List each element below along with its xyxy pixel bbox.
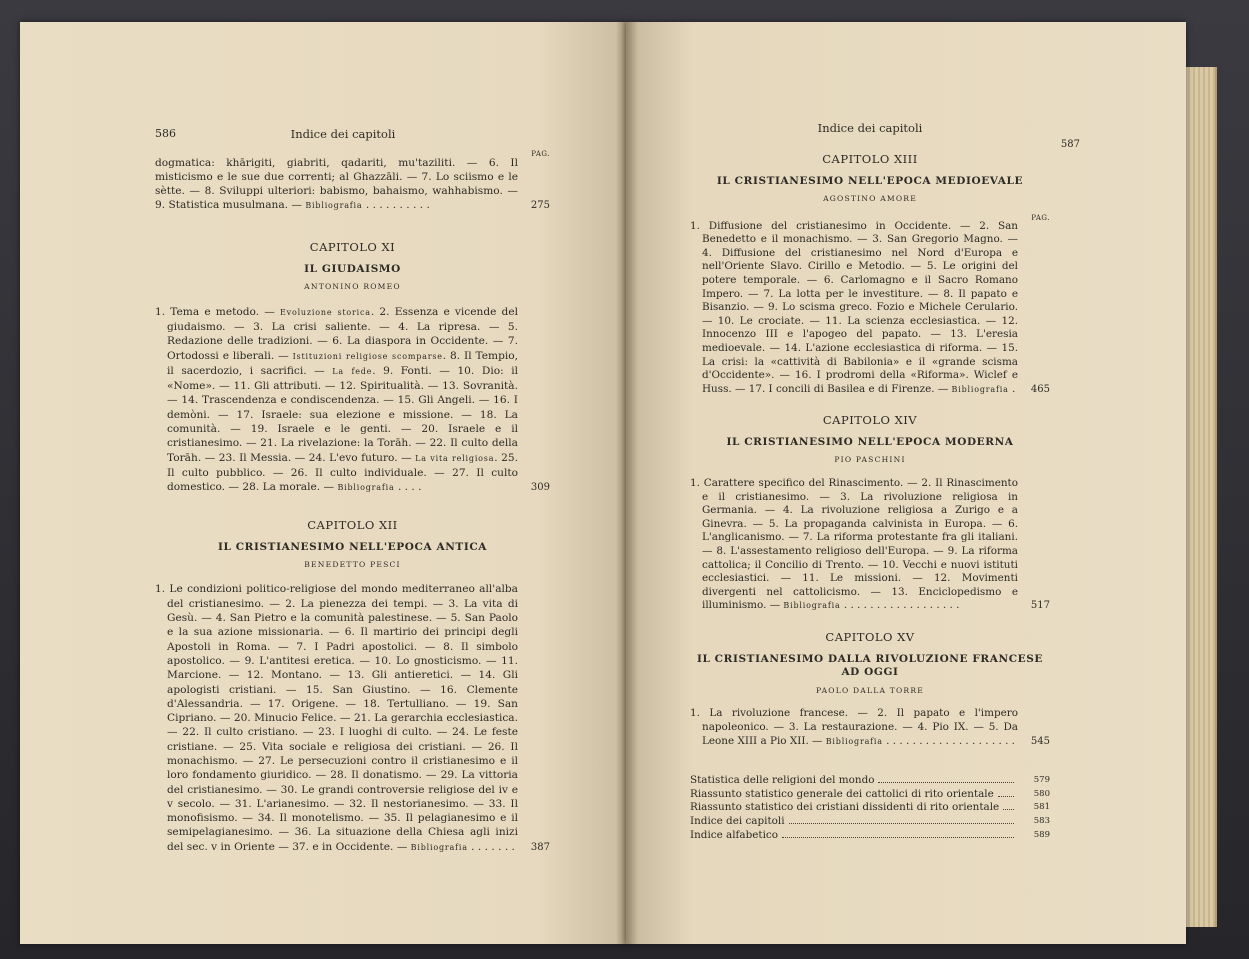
chapter-title: IL CRISTIANESIMO NELL'EPOCA MODERNA — [726, 435, 1014, 448]
chapter-contents: 1. Carattere specifico del Rinascimento. — 2. Il Rinascimento e il cristianesimo. — 3. La rivoluzione religiosa in Germania. — 4. La rivoluzione religiosa a Zurigo e a Ginevra. — 5. La propaganda calvinista in Europa. — 6. L'anglicanismo. — 7. La riforma protestante fra gli italiani. — 8. L'assestamento religioso dell'Europa. — 9. La riforma cattolica; il Concilio di Trento. — 10. Vecchi e nuovi istituti ecclesiastici. — 11. Le missioni. — 12. Movimenti divergenti nel cattolicismo. — 13. Enciclopedismo e illuminismo. — Bibliografia . . . . . . . . . . . . . . . . . . 517 — [690, 477, 1050, 612]
chapter-author: AGOSTINO AMORE — [823, 194, 917, 204]
left-running-head — [155, 127, 550, 141]
right-page-number: 587 — [1060, 138, 1080, 150]
chapter-page-ref: 517 — [1030, 600, 1050, 612]
chapter-author: BENEDETTO PESCI — [304, 560, 401, 570]
intro-page-ref: 275 — [530, 200, 550, 212]
chapter-author: PIO PASCHINI — [834, 455, 906, 465]
chapter-author: PAOLO DALLA TORRE — [815, 685, 925, 695]
right-pag-label: PAG. — [1031, 213, 1050, 222]
chapter-label: CAPITOLO XIV — [822, 413, 918, 428]
chapter-xii — [155, 518, 550, 856]
chapter-title: IL CRISTIANESIMO DALLA RIVOLUZIONE FRANCESE AD OGGI — [696, 652, 1044, 679]
right-page-content — [690, 121, 1080, 842]
list-item: Riassunto statistico dei cristiani dissidenti di rito orientale 581 — [690, 801, 1050, 814]
chapter-contents: 1. Tema e metodo. — Evoluzione storica. 2. Essenza e vicende del giudaismo. — 3. La crisi saliente. — 4. La ripresa. — 5. Redazione delle tradizioni. — 6. La diaspora in Occidente. — 7. Ortodossi e liberali. — Istituzioni religiose scomparse. 8. Il Tempio, il sacerdozio, i sacrifici. — La fede. 9. Fonti. — 10. Dio: il «Nome». — 11. Gli attributi. — 12. Spiritualità. — 13. Sovranità. — 14. Trascendenza e condiscendenza. — 15. Gli Angeli. — 16. I demòni. — 17. Israele: sua elezione e missione. — 18. La comunità. — 19. Israele e le genti. — 20. Israele e il cristianesimo. — 21. La rivelazione: la Torāh. — 22. Il culto della Torāh. — 23. Il Messia. — 24. L'evo futuro. — La vita religiosa. 25. Il culto pubblico. — 26. Il culto individuale. — 27. Il culto domestico. — 28. La morale. — Bibliografia . . . . 309 — [155, 305, 550, 496]
left-pag-label: PAG. — [531, 150, 550, 159]
chapter-contents: 1. La rivoluzione francese. — 2. Il papato e l'impero napoleonico. — 3. La restaurazione. — 4. Pio IX. — 5. Da Leone XIII a Pio XII. — Bibliografia . . . . . . . . . . . . . . . . . . . . 545 — [690, 707, 1050, 747]
chapter-contents: 1. Diffusione del cristianesimo in Occidente. — 2. San Benedetto e il monachismo. — 3. San Gregorio Magno. — 4. Diffusione del cristianesimo nel Nord d'Europa e nell'Oriente Slavo. Cirillo e Metodio. — 5. Le origini del potere temporale. — 6. Carlomagno e il Sacro Romano Impero. — 7. La lotta per le investiture. — 8. Il papato e Bisanzio. — 9. Lo scisma greco. Fozio e Michele Cerulario. — 10. Le crociate. — 11. La scienza ecclesiastica. — 12. Innocenzo III e l'apogeo del papato. — 13. L'eresia medioevale. — 14. L'azione ecclesiastica di riforma. — 15. La crisi: la «cattività di Babilonia» e il «grande scisma d'Occidente». — 16. I prodromi della «Riforma». Wiclef e Huss. — 17. I concili di Basilea e di Firenze. — Bibliografia . 465 — [690, 219, 1050, 395]
chapter-title: IL CRISTIANESIMO NELL'EPOCA MEDIOEVALE — [716, 174, 1024, 187]
chapter-page-ref: 465 — [1030, 383, 1050, 395]
chapter-xv — [690, 631, 1050, 748]
chapter-label: CAPITOLO XI — [309, 239, 396, 254]
list-item: Statistica delle religioni del mondo 579 — [690, 774, 1050, 787]
left-page-content — [155, 127, 550, 855]
right-running-title: Indice dei capitoli — [817, 121, 923, 135]
intro-entry: dogmatica: khārigiti, giabriti, qadariti, mu'taziliti. — 6. Il misticismo e le sue due correnti; al Ghazzāli. — 7. Lo sciismo e le sètte. — 8. Sviluppi ulteriori: babismo, bahaismo, wahhabismo. — 9. Statistica musulmana. — Bibliografia . . . . . . . . . . 275 — [155, 156, 550, 214]
open-book — [20, 22, 1215, 944]
chapter-title: IL GIUDAISMO — [304, 263, 401, 276]
chapter-label: CAPITOLO XII — [307, 517, 398, 532]
chapter-label: CAPITOLO XIII — [822, 152, 918, 167]
chapter-author: ANTONINO ROMEO — [304, 282, 401, 292]
list-item: Riassunto statistico generale dei cattolici di rito orientale 580 — [690, 787, 1050, 800]
chapter-page-ref: 545 — [1030, 735, 1050, 747]
chapter-contents: 1. Le condizioni politico-religiose del mondo mediterraneo all'alba del cristianesimo. — 2. La pienezza dei tempi. — 3. La vita di Gesù. — 4. San Pietro e la comunità palestinese. — 5. San Paolo e la sua azione missionaria. — 6. Il martirio dei principi degli Apostoli in Roma. — 7. I Padri apostolici. — 8. Il simbolo apostolico. — 9. L'antitesi eretica. — 10. Lo gnosticismo. — 11. Marcione. — 12. Montano. — 13. Gli antieretici. — 14. Gli apologisti cristiani. — 15. San Giustino. — 16. Clemente d'Alessandria. — 17. Origene. — 18. Tertulliano. — 19. San Cipriano. — 20. Minucio Felice. — 21. La gerarchia ecclesiastica. — 22. Il culto cristiano. — 23. I luoghi di culto. — 24. Le feste cristiane. — 25. Vita sociale e religiosa dei cristiani. — 26. Il monachismo. — 27. Le persecuzioni contro il cristianesimo e il loro fondamento giuridico. — 28. Il donatismo. — 29. La vittoria del cristianesimo. — 30. Le grandi controversie religiose del iv e v secolo. — 31. L'arianesimo. — 32. Il nestorianesimo. — 33. Il monofisismo. — 34. Il monotelismo. — 35. Il pelagianesimo e il semipelagianesimo. — 36. La situazione della Chiesa agli inizi del sec. v in Oriente — 37. e in Occidente. — Bibliografia . . . . . . . 387 — [155, 582, 550, 855]
chapter-xiv — [690, 414, 1050, 613]
appendix-list — [690, 774, 1050, 842]
chapter-page-ref: 309 — [530, 482, 550, 494]
list-item: Indice dei capitoli 583 — [690, 814, 1050, 827]
chapter-title: IL CRISTIANESIMO NELL'EPOCA ANTICA — [217, 540, 488, 553]
left-page — [20, 22, 628, 944]
chapter-xiii — [690, 153, 1050, 396]
chapter-xi — [155, 240, 550, 496]
list-item: Indice alfabetico 589 — [690, 828, 1050, 841]
chapter-page-ref: 387 — [530, 841, 550, 853]
left-running-title: Indice dei capitoli — [290, 127, 396, 141]
left-page-number: 586 — [155, 127, 176, 140]
book-spine — [616, 22, 638, 944]
chapter-label: CAPITOLO XV — [825, 630, 915, 644]
